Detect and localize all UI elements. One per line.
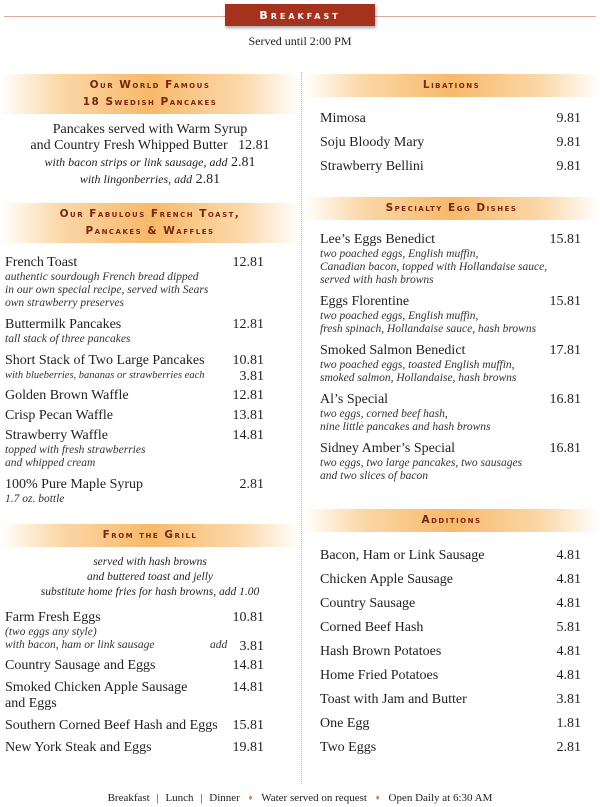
item-price: 14.81 <box>232 680 264 695</box>
addon-text: with bacon strips or link sausage, add <box>44 155 228 169</box>
swedish-pancakes-item <box>0 122 300 188</box>
grill-note-line: served with hash browns <box>93 556 207 568</box>
item-price: 19.81 <box>232 740 264 755</box>
item-name: Soju Bloody Mary <box>320 135 425 150</box>
item-name: Short Stack of Two Large Pancakes <box>5 353 205 368</box>
item-name: Country Sausage <box>320 596 416 611</box>
item-desc: served with hash browns <box>320 274 434 286</box>
pancakes-line2-text: and Country Fresh Whipped Butter <box>30 138 228 153</box>
section-title-line1: Our Fabulous French Toast, <box>59 208 241 220</box>
footer-link-lunch[interactable]: Lunch <box>165 792 194 804</box>
item-name: Bacon, Ham or Link Sausage <box>320 548 485 563</box>
add-label: add <box>210 639 228 651</box>
item-desc: 1.7 oz. bottle <box>5 493 65 505</box>
diamond-icon: ♦ <box>375 793 380 802</box>
item-desc: two poached eggs, English muffin, <box>320 310 479 322</box>
addon-text: with lingonberries, add <box>79 172 193 186</box>
addon-price: 2.81 <box>231 155 256 170</box>
item-price: 12.81 <box>232 255 264 270</box>
item-desc: two eggs, two large pancakes, two sausages <box>320 457 523 469</box>
menu-item <box>303 343 600 385</box>
footer <box>0 792 600 804</box>
item-desc: in our own special recipe, served with Sears <box>5 284 209 296</box>
page-title-bar <box>225 4 375 26</box>
item-price: 2.81 <box>239 477 264 492</box>
item-price: 1.81 <box>556 716 581 731</box>
item-desc: and two slices of bacon <box>320 470 428 482</box>
item-price: 4.81 <box>556 596 581 611</box>
menu-item <box>303 232 600 287</box>
item-desc: two poached eggs, English muffin, <box>320 248 479 260</box>
item-price: 4.81 <box>556 668 581 683</box>
menu-item <box>303 620 600 636</box>
menu-item <box>303 740 600 756</box>
item-desc: tall stack of three pancakes <box>5 333 131 345</box>
menu-item <box>303 111 600 127</box>
item-name: Chicken Apple Sausage <box>320 572 453 587</box>
pancakes-price: 12.81 <box>238 138 270 153</box>
item-name: Strawberry Bellini <box>320 159 424 174</box>
item-name: Mimosa <box>320 111 366 126</box>
menu-item <box>0 680 300 712</box>
item-name: Lee’s Eggs Benedict <box>320 232 436 247</box>
menu-item <box>303 135 600 151</box>
item-price: 10.81 <box>232 610 264 625</box>
section-title: From the Grill <box>102 529 198 541</box>
menu-item <box>0 408 300 424</box>
item-desc: two eggs, corned beef hash, <box>320 408 448 420</box>
item-name: Farm Fresh Eggs <box>5 610 101 625</box>
section-title-line2: Pancakes & Waffles <box>85 225 215 237</box>
item-addon-price: 3.81 <box>239 369 264 384</box>
item-name: Smoked Chicken Apple Sausage <box>5 680 188 695</box>
item-price: 9.81 <box>556 111 581 126</box>
item-name: French Toast <box>5 255 78 270</box>
item-price: 13.81 <box>232 408 264 423</box>
addon-price: 2.81 <box>195 172 221 187</box>
page-title: Breakfast <box>259 8 341 22</box>
section-title-line2: 18 Swedish Pancakes <box>82 96 218 108</box>
pancakes-line2 <box>0 138 300 154</box>
section-title: Additions <box>421 514 482 526</box>
item-desc: two poached eggs, toasted English muffin, <box>320 359 515 371</box>
footer-separator: | <box>200 792 203 804</box>
item-name: Smoked Salmon Benedict <box>320 343 466 358</box>
item-name: 100% Pure Maple Syrup <box>5 477 144 492</box>
item-price: 16.81 <box>549 392 581 407</box>
item-price: 9.81 <box>556 159 581 174</box>
menu-item <box>0 740 300 756</box>
item-desc: Canadian bacon, topped with Hollandaise sauce, <box>320 261 548 273</box>
item-name: Toast with Jam and Butter <box>320 692 467 707</box>
add-price: 3.81 <box>239 639 264 654</box>
diamond-icon: ♦ <box>248 793 253 802</box>
item-price: 2.81 <box>556 740 581 755</box>
menu-item <box>303 692 600 708</box>
item-desc-text: with bacon, ham or link sausage <box>5 639 155 651</box>
menu-item <box>0 353 300 382</box>
menu-item <box>0 610 300 652</box>
menu-item <box>0 658 300 674</box>
column-divider <box>301 72 302 784</box>
item-name: Al’s Special <box>320 392 389 407</box>
menu-item <box>303 596 600 612</box>
section-header-additions <box>303 509 600 532</box>
section-header-libations <box>303 74 600 97</box>
item-price: 15.81 <box>232 718 264 733</box>
item-price: 3.81 <box>556 692 581 707</box>
pancakes-line1: Pancakes served with Warm Syrup <box>52 122 248 137</box>
section-title: Libations <box>422 79 481 91</box>
item-name: Golden Brown Waffle <box>5 388 129 403</box>
item-name-cont: and Eggs <box>5 696 57 711</box>
menu-item <box>303 548 600 564</box>
footer-link-dinner[interactable]: Dinner <box>209 792 240 804</box>
footer-note-hours: Open Daily at 6:30 AM <box>388 792 493 804</box>
item-price: 15.81 <box>549 232 581 247</box>
item-desc: fresh spinach, Hollandaise sauce, hash browns <box>320 323 537 335</box>
item-name: One Egg <box>320 716 370 731</box>
menu-item <box>303 644 600 660</box>
item-price: 12.81 <box>232 317 264 332</box>
menu-item <box>0 255 300 310</box>
item-desc: authentic sourdough French bread dipped <box>5 271 199 283</box>
left-column <box>0 72 300 756</box>
item-price: 4.81 <box>556 644 581 659</box>
item-price: 16.81 <box>549 441 581 456</box>
menu-item <box>0 317 300 346</box>
item-price: 15.81 <box>549 294 581 309</box>
menu-item <box>303 294 600 336</box>
item-desc: own strawberry preserves <box>5 297 125 309</box>
section-title: Specialty Egg Dishes <box>385 202 518 214</box>
item-name: Country Sausage and Eggs <box>5 658 156 673</box>
menu-item <box>0 388 300 404</box>
item-price: 14.81 <box>232 658 264 673</box>
grill-note-line: and buttered toast and jelly <box>86 571 214 583</box>
item-name: Hash Brown Potatoes <box>320 644 442 659</box>
item-price: 10.81 <box>232 353 264 368</box>
right-column <box>303 72 600 756</box>
section-header-grill <box>0 524 300 547</box>
grill-note <box>0 555 300 600</box>
item-price: 14.81 <box>232 428 264 443</box>
footer-note-water: Water served on request <box>261 792 367 804</box>
item-name: Crisp Pecan Waffle <box>5 408 113 423</box>
item-name: Eggs Florentine <box>320 294 410 309</box>
item-price: 5.81 <box>556 620 581 635</box>
section-header-french-toast <box>0 203 300 243</box>
item-price: 9.81 <box>556 135 581 150</box>
footer-link-breakfast[interactable]: Breakfast <box>107 792 150 804</box>
menu-item <box>303 668 600 684</box>
menu-item <box>0 718 300 734</box>
section-title-line1: Our World Famous <box>89 79 211 91</box>
item-price: 17.81 <box>549 343 581 358</box>
footer-separator: | <box>156 792 159 804</box>
menu-item <box>303 159 600 175</box>
pancakes-addon2 <box>0 171 300 188</box>
item-desc: and whipped cream <box>5 457 96 469</box>
item-desc: smoked salmon, Hollandaise, hash browns <box>320 372 517 384</box>
menu-item <box>0 477 300 506</box>
pancakes-addon1 <box>0 154 300 171</box>
item-desc: topped with fresh strawberries <box>5 444 146 456</box>
menu-item <box>303 716 600 732</box>
menu-item <box>0 428 300 470</box>
item-addon: with blueberries, bananas or strawberries each <box>5 370 205 381</box>
item-price: 12.81 <box>232 388 264 403</box>
section-header-swedish-pancakes <box>0 74 300 114</box>
item-desc: (two eggs any style) <box>5 626 97 638</box>
item-price: 4.81 <box>556 548 581 563</box>
menu-item <box>303 392 600 434</box>
item-name: Sidney Amber’s Special <box>320 441 456 456</box>
item-name: Strawberry Waffle <box>5 428 108 443</box>
grill-note-line: substitute home fries for hash browns, add 1.00 <box>40 586 260 598</box>
served-until: Served until 2:00 PM <box>248 34 352 48</box>
item-name: Two Eggs <box>320 740 377 755</box>
item-desc: nine little pancakes and hash browns <box>320 421 491 433</box>
item-name: New York Steak and Eggs <box>5 740 152 755</box>
item-name: Home Fried Potatoes <box>320 668 439 683</box>
item-name: Southern Corned Beef Hash and Eggs <box>5 718 218 733</box>
item-name: Corned Beef Hash <box>320 620 424 635</box>
item-price: 4.81 <box>556 572 581 587</box>
menu-item <box>303 572 600 588</box>
menu-item <box>303 441 600 483</box>
section-header-specialty-eggs <box>303 197 600 220</box>
item-name: Buttermilk Pancakes <box>5 317 122 332</box>
